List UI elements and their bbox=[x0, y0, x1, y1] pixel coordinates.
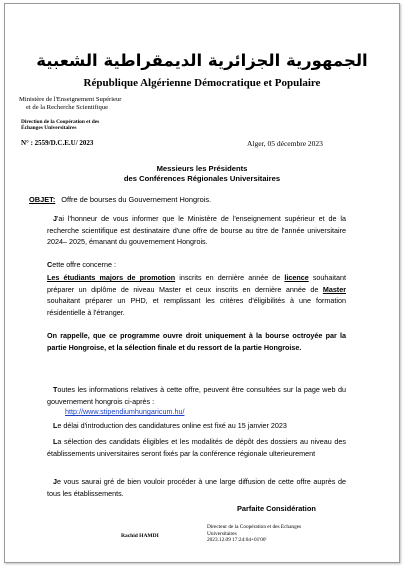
paragraph-eligibility: Les étudiants majors de promotion inscrits en dernière année de licence souhaitant préparer un diplôme de niveau Master et ceux inscrits en dernière année de Master souhaitant préparer un PHD, et remplissant les critères d'éligibilités à une formation résidentielle à l'étranger. bbox=[47, 273, 346, 318]
paragraph-selection: La sélection des candidats éligibles et les modalités de dépôt des dossiers au niveau des établissements universitaires seront fixés par la conférence régionale ulterieurement bbox=[47, 437, 346, 458]
reference-number: N° : 2559/D.C.E.U/ 2023 bbox=[21, 139, 94, 147]
objet-line bbox=[29, 195, 211, 204]
objet-label: OBJET: bbox=[29, 195, 56, 204]
paragraph-diffusion: Je vous saurai gré de bien vouloir procéder à une large diffusion de cette offre auprès de tous les établissements. bbox=[47, 477, 346, 498]
ministry-block bbox=[19, 96, 121, 112]
paragraph-reminder: On rappelle, que ce programme ouvre droit uniquement à la bourse octroyée par la partie Hongroise, et la sélection finale et du ressort de la partie Hongroise. bbox=[47, 331, 346, 352]
arabic-title: الجمهورية الجزائرية الديمقراطية الشعبية bbox=[36, 51, 368, 70]
republic-title: République Algérienne Démocratique et Populaire bbox=[83, 77, 321, 89]
signature-timestamp: 2023.12.09 17:24:04+01'00' bbox=[207, 537, 267, 543]
direction-line-1: Direction de la Coopération et des bbox=[21, 119, 100, 125]
paragraph-information: Toutes les informations relatives à cette offre, peuvent être consultées sur la page web du gouvernement hongrois ci-après : bbox=[47, 385, 346, 406]
addressee-block bbox=[5, 164, 399, 184]
digital-signature-block bbox=[207, 524, 307, 544]
letter-date: Alger, 05 décembre 2023 bbox=[247, 139, 323, 148]
paragraph-concerne: Cette offre concerne : bbox=[47, 260, 116, 269]
direction-line-2: Échanges Universitaires bbox=[21, 125, 77, 132]
paragraph-deadline: Le délai d'introduction des candidatures online est fixé au 15 janvier 2023 bbox=[53, 421, 287, 430]
addressee-line-1: Messieurs les Présidents bbox=[156, 164, 248, 173]
ministry-line-2: et de la Recherche Scientifique bbox=[26, 104, 109, 111]
paragraph-intro: J'ai l'honneur de vous informer que le Ministère de l'enseignement supérieur et de la recherche scientifique est destinataire d'une offre de bourse au titre de l'année universitaire 2024– 2025, émanant du gouvernement Hongrois. bbox=[47, 214, 346, 247]
addressee-line-2: des Conférences Régionales Universitaires bbox=[123, 174, 281, 183]
closing-formula: Parfaite Considération bbox=[237, 504, 316, 513]
signatory-title: Directeur de la Coopération et des Echanges Universitaires bbox=[207, 524, 302, 537]
website-link[interactable]: http://www.stipendiumhungaricum.hu/ bbox=[65, 407, 185, 416]
signatory-name: Rachid HAMDI bbox=[121, 533, 159, 539]
direction-block bbox=[21, 119, 99, 132]
objet-text: Offre de bourses du Gouvernement Hongrois. bbox=[61, 195, 212, 204]
ministry-line-1: Ministère de l'Enseignement Supérieur bbox=[19, 96, 122, 103]
document-page bbox=[4, 3, 400, 563]
link-line bbox=[47, 406, 346, 418]
